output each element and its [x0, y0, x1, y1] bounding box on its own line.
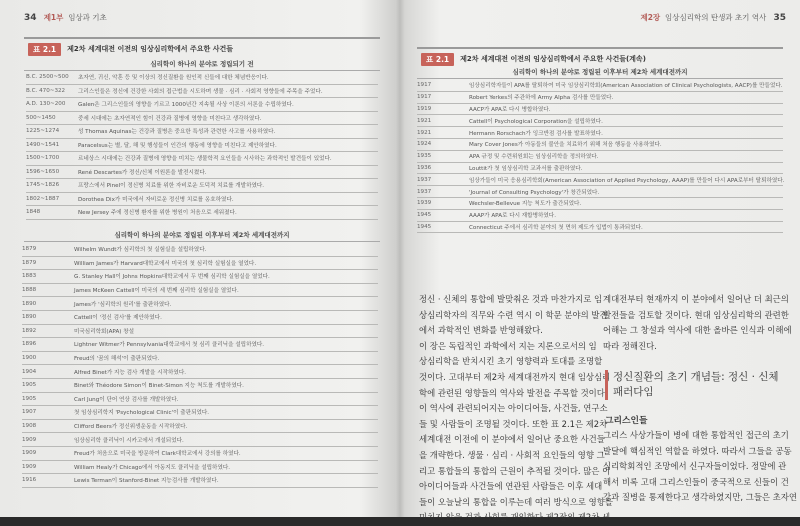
table-row-date: 1905 — [22, 395, 37, 402]
body-line: 심리학회적인 조망에서 신구자들이었다. 정말에 관 — [603, 461, 787, 472]
table-row-event: Wilhelm Wundt가 심리학의 첫 실험실을 설립하였다. — [74, 247, 207, 254]
body-line: 이 역사에 관련되어지는 아이디어들, 사건들, 연구소 — [419, 403, 608, 414]
table-row-event: G. Stanley Hall이 Johns Hopkins대학교에서 두 번째 심리학 실험실을 열었다. — [74, 274, 270, 281]
table-row — [26, 179, 378, 193]
right-section-title: 심리학이 하나의 분야로 정립된 이후부터 제2차 세계대전까지 — [417, 67, 783, 79]
table-row — [417, 115, 783, 127]
table-row-date: 1892 — [22, 327, 37, 334]
table-row-date: 1225~1274 — [26, 128, 60, 135]
section-heading — [605, 370, 795, 400]
table-row-event: 임상심리학자들이 APA를 탈퇴하여 미국 임상심리학회(American Association of Clinical Psychologists, AACP)를 만들었다. — [469, 83, 783, 90]
table-row-date: B.C. 470~322 — [26, 87, 66, 94]
left-table-top-rule — [24, 37, 380, 39]
body-line: 발전들을 검토할 것이다. 현대 임상심리학의 관련한 — [603, 309, 789, 320]
table-row-event: Dorothea Dix가 미국에서 자비로운 정신병 치료를 옹호하였다. — [78, 196, 234, 203]
table-row-event: James가 '심리학의 원리'를 출판하였다. — [74, 301, 172, 308]
table-row — [417, 127, 783, 139]
table-row-date: 1879 — [22, 259, 37, 266]
table-row-event: Connecticut 주에서 심리학 분야의 첫 면허 제도가 입법이 통과되었다. — [469, 224, 643, 231]
table-row-date: 1802~1887 — [26, 195, 60, 202]
table-row-event: New Jersey 주에 정신병 환자를 위한 병원이 처음으로 세워졌다. — [78, 210, 237, 217]
table-row — [417, 198, 783, 210]
right-table-rows — [417, 80, 783, 233]
table-row — [417, 151, 783, 163]
table-row-date: 1921 — [417, 129, 432, 136]
table-row-event: 그리스인들은 정신에 건강한 사회의 접근법을 시도하며 생물 · 심리 · 사회적 영향들에 주목을 주었다. — [78, 88, 323, 95]
left-page — [0, 0, 392, 517]
body-line: 리고 통합들의 통합의 근원이 추적될 것이다. 많은 이 — [419, 465, 611, 476]
table-row — [417, 104, 783, 116]
table-row — [22, 243, 378, 257]
section-heading-line1: 정신질환의 초기 개념들: 정신 · 신체 — [613, 371, 779, 383]
table-row-date: 1490~1541 — [26, 141, 60, 148]
table-row-date: A.D. 130~200 — [26, 101, 66, 108]
table-row-date: 1916 — [22, 477, 37, 484]
table-row-date: 1900 — [22, 355, 37, 362]
table-row-date: B.C. 2500~500 — [26, 74, 69, 81]
table-row-event: 미국심리학회(APA) 창설 — [74, 328, 135, 335]
table-row-event: 성 Thomas Aquinas는 건강과 질병은 중요한 특성과 관련한 사고를 사용하였다. — [78, 129, 276, 136]
table-row-date: 1907 — [22, 409, 37, 416]
body-line: 강과 질병을 통제한다고 생각하였지만, 그들은 초자연 — [603, 492, 797, 503]
table-row — [26, 166, 378, 180]
table-row-date: 1935 — [417, 153, 432, 160]
table-row-event: 중세 시대에는 초자연적인 힘이 건강과 질병에 영향을 미친다고 생각하였다. — [78, 115, 262, 122]
table-row-date: 1879 — [22, 246, 37, 253]
table-row — [26, 71, 378, 85]
table-row-event: Cattell이 '정신 검사'를 제안하였다. — [74, 315, 162, 322]
table-row-date: 1888 — [22, 287, 37, 294]
table-row — [417, 139, 783, 151]
right-body-column-right-continued — [603, 428, 798, 506]
table-row-event: 프랑스에서 Pinel이 정신병 치료를 위한 자비로운 도덕적 치료를 개발하였다. — [78, 183, 265, 190]
table-row-event: Louttit가 첫 임상심리학 교과서를 출판하였다. — [469, 165, 583, 172]
body-line: 그리스 사상가들이 병에 대한 통합적인 접근의 초기 — [603, 430, 789, 440]
table-row-event: 르네상스 시대에는 건강과 질병에 영향을 미치는 생물학적 요인들을 시사하는 과학적인 발견들이 있었다. — [78, 156, 332, 163]
body-line: 아이디어들과 사건들에 연관된 사람들은 이후 세대 — [419, 481, 603, 492]
table-row — [22, 311, 378, 325]
table-row — [22, 474, 378, 488]
table-row-date: 1848 — [26, 209, 41, 216]
body-line: 이 장은 독립적인 과학에서 지는 지론으로서의 임 — [419, 340, 597, 351]
table-row-event: Lewis Terman이 Stanford-Binet 지능검사를 개발하였다. — [74, 478, 219, 485]
body-line: 발달에 핵심적인 역할을 하였다. 따라서 그들을 공동 — [603, 445, 792, 456]
body-line: 상심리학자의 직무와 수련 역시 이 학문 분야의 발전 — [419, 309, 608, 320]
table-row — [22, 352, 378, 366]
table-row — [417, 186, 783, 198]
body-line: 계대전부터 현재까지 이 분야에서 일어난 더 최근의 — [603, 294, 789, 304]
table-row-event: Clifford Beers가 정신위생운동을 시작하였다. — [74, 424, 188, 431]
table-row — [26, 125, 378, 139]
table-row — [26, 98, 378, 112]
body-line: 상심리학을 반치시킨 초기 영향력과 토대를 조명할 — [419, 356, 603, 367]
section-heading-line2: 패러다임 — [613, 386, 654, 398]
table-row-event: Galen은 그리스인들의 영향을 기르고 1000년간 지속될 사상 이론의 서론을 수립하였다. — [78, 102, 294, 109]
table-row — [26, 193, 378, 207]
table-row-event: James McKeen Cattell이 미국의 세 번째 심리학 실험실을 열었다. — [74, 288, 239, 295]
right-page-number: 35 — [773, 13, 786, 23]
right-running-header — [640, 12, 786, 23]
table-row-date: 1937 — [417, 188, 432, 195]
table-row-date: 1908 — [22, 423, 37, 430]
body-line: 따라 정해진다. — [603, 340, 657, 351]
table-row-date: 1904 — [22, 368, 37, 375]
table-row — [417, 174, 783, 186]
table-row — [22, 270, 378, 284]
body-line: 학에 관련된 영향들의 역사와 발전을 주목할 것이다. — [419, 387, 608, 398]
left-section1-title: 심리학이 하나의 분야로 정립되기 전 — [24, 59, 380, 71]
table-row — [22, 433, 378, 447]
table-row-date: 1924 — [417, 141, 432, 148]
table-row — [22, 461, 378, 475]
table-row — [26, 85, 378, 99]
table-row — [417, 80, 783, 92]
table-row-date: 1921 — [417, 117, 432, 124]
table-row — [417, 92, 783, 104]
table-row-date: 1909 — [22, 436, 37, 443]
table-row-date: 1909 — [22, 463, 37, 470]
table-row — [417, 163, 783, 175]
table-row-event: René Descartes가 정신/신체 이원론을 발전시켰다. — [78, 169, 207, 176]
left-table-header — [28, 42, 233, 56]
body-line: 어해는 그 창설과 역사에 대한 올바른 인식과 이해에 — [603, 325, 792, 336]
table-row-event: Freud의 '꿈의 해석'이 출판되었다. — [74, 356, 160, 363]
table-row-event: Cattell이 Psychological Corporation을 설립하였다. — [469, 118, 603, 125]
table-row-date: 500~1450 — [26, 114, 56, 121]
table-row-event: 첫 임상심리학지 'Psychological Clinic'이 출판되었다. — [74, 410, 210, 417]
table-row-date: 1909 — [22, 450, 37, 457]
table-row-event: Lightner Witmer가 Pennsylvania대학교에서 첫 심리 클리닉을 설립하였다. — [74, 342, 265, 349]
right-table-top-rule — [417, 47, 783, 49]
table-row-event: APA 규정 및 수련위원회는 임상심리학을 정의하였다. — [469, 154, 599, 161]
left-section2-title: 심리학이 하나의 분야로 정립된 이후부터 제2차 세계대전까지 — [24, 230, 380, 242]
table-row-date: 1917 — [417, 94, 432, 101]
table-row-event: Freud가 처음으로 미국을 방문하여 Clark대학교에서 강의를 하였다. — [74, 451, 241, 458]
table-row-event: 임상가들이 미국 응용심리학회(American Association of Applied Psychology, AAAP)를 만들어 다시 APA로부터 탈퇴하였다. — [469, 177, 785, 184]
table-row-date: 1890 — [22, 314, 37, 321]
table-row — [22, 420, 378, 434]
table-row-date: 1936 — [417, 164, 432, 171]
left-section2-rows — [22, 243, 378, 488]
left-running-header — [24, 12, 107, 23]
right-table-header — [421, 52, 646, 66]
body-line: 정신 · 신체의 통합에 발맞춰온 것과 마찬가지로 임 — [419, 294, 603, 304]
body-line: 세계대전 이전에 이 분야에서 일어난 중요한 사건들 — [419, 434, 605, 445]
table-row-event: Binet와 Théodore Simon이 Binet-Simon 지능 척도를 개발하였다. — [74, 383, 244, 390]
table-row-event: Wechsler-Bellevue 지능 척도가 출간되었다. — [469, 201, 582, 208]
table-row-event: Paracelsus는 별, 달, 해 및 행성들이 인간의 행동에 영향을 미친다고 제안하였다. — [78, 142, 277, 149]
table-row-event: 'Journal of Consulting Psychology'가 창간되었다. — [469, 189, 600, 196]
table-row — [26, 139, 378, 153]
right-body-column-right — [603, 292, 798, 354]
table-row-event: William Healy가 Chicago에서 아동지도 클리닉을 설립하였다. — [74, 464, 231, 471]
left-table-tag: 표 2.1 — [28, 43, 61, 56]
table-row-date: 1883 — [22, 273, 37, 280]
table-row — [22, 406, 378, 420]
table-row-date: 1500~1700 — [26, 155, 60, 162]
body-line: 미치지 않을 것과 사회를 개입한다 제2장의 제2차 세 — [419, 512, 611, 523]
table-row — [22, 284, 378, 298]
table-row-event: Alfred Binet가 지능 검사 개발을 시작하였다. — [74, 369, 187, 376]
table-row-date: 1745~1826 — [26, 182, 60, 189]
table-row — [22, 365, 378, 379]
body-line: 들 및 사람들이 조명될 것이다. 또한 표 2.1은 제2차 — [419, 418, 608, 429]
table-row — [22, 393, 378, 407]
left-chapter-label: 제1부 — [43, 13, 64, 22]
body-line: 해서 비록 고대 그리스인들이 중국적으로 신들이 건 — [603, 476, 789, 487]
table-row-date: 1905 — [22, 382, 37, 389]
table-row-date: 1945 — [417, 223, 432, 230]
table-row-date: 1937 — [417, 176, 432, 183]
body-line: 들이 오늘날의 통합을 이루는데 여러 방식으로 영향을 — [419, 496, 613, 507]
table-row — [22, 325, 378, 339]
table-row-event: Hermann Rorschach가 잉크반점 검사를 발표하였다. — [469, 130, 603, 137]
table-row-date: 1917 — [417, 82, 432, 89]
body-line: 것이다. 고대부터 제2차 세계대전까지 현대 임상심리 — [419, 371, 611, 382]
table-row-event: AACP가 APA로 다시 병합하였다. — [469, 106, 551, 113]
subsection-heading: 그리스인들 — [605, 416, 648, 426]
body-line: 을 개략한다. 생물 · 심리 · 사회적 요인들의 영향 그 — [419, 449, 605, 460]
right-body-column-left — [419, 292, 613, 526]
right-chapter-label: 제2장 — [640, 13, 661, 22]
table-row-date: 1890 — [22, 300, 37, 307]
table-row — [22, 447, 378, 461]
table-row — [22, 297, 378, 311]
table-row-date: 1945 — [417, 212, 432, 219]
table-row — [417, 222, 783, 234]
table-row-event: Mary Cover Jones가 아동들의 불안을 치료하기 위해 처음 행동을 사용하였다. — [469, 142, 662, 149]
right-table-title: 제2차 세계대전 이전의 임상심리학에서 주요한 사건들(계속) — [460, 55, 646, 63]
right-page — [405, 0, 800, 523]
table-row — [26, 152, 378, 166]
table-row-event: 임상심리학 클리닉이 시카고에서 개설되었다. — [74, 437, 184, 444]
left-section1-rows — [26, 71, 378, 220]
table-row-event: William James가 Harvard대학교에서 미국의 첫 심리학 실험실을 열었다. — [74, 260, 257, 267]
table-row — [22, 379, 378, 393]
table-row-event: Carl Jung이 단어 연상 검사를 개발하였다. — [74, 396, 179, 403]
table-row-date: 1596~1650 — [26, 168, 60, 175]
table-row — [26, 206, 378, 220]
table-row — [22, 257, 378, 271]
table-row-date: 1896 — [22, 341, 37, 348]
table-row-event: 초자연, 귀신, 악혼 등 및 이상의 정신질환을 원인적 신들에 대한 체념반응이다. — [78, 75, 269, 82]
body-line: 에서 과학적인 변화를 반영해왔다. — [419, 325, 543, 336]
table-row-event: Robert Yerkes의 주관하에 Army Alpha 검사를 만들었다. — [469, 95, 614, 102]
left-chapter-title: 임상과 기초 — [68, 13, 107, 22]
table-row — [417, 210, 783, 222]
table-row-event: AAAP가 APA로 다시 재합병하였다. — [469, 213, 556, 220]
table-row-date: 1939 — [417, 200, 432, 207]
left-page-number: 34 — [24, 13, 37, 23]
table-row-date: 1919 — [417, 105, 432, 112]
right-table-tag: 표 2.1 — [421, 53, 454, 66]
table-row — [26, 112, 378, 126]
right-chapter-title: 임상심리학의 탄생과 초기 역사 — [664, 13, 767, 22]
left-table-title: 제2차 세계대전 이전의 임상심리학에서 주요한 사건들 — [67, 45, 233, 53]
table-row — [22, 338, 378, 352]
